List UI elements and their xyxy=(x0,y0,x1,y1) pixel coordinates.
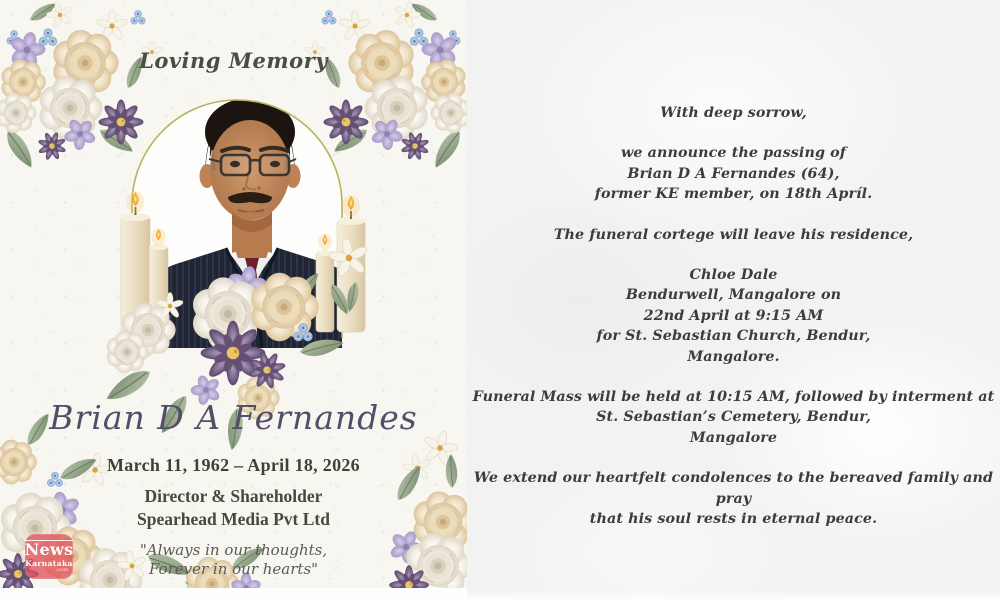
announcement-line: Mangalore. xyxy=(687,348,780,365)
announcement-paragraph xyxy=(467,225,1000,245)
announcement-paragraph xyxy=(467,143,1000,204)
announcement-line: 22nd April at 9:15 AM xyxy=(643,307,824,324)
announcement-line: Chloe Dale xyxy=(689,267,778,284)
announcement-paragraph xyxy=(467,265,1000,367)
flower-cluster-top-left xyxy=(0,0,163,171)
announcement-line: We extend our heartfelt condolences to the bereaved family and pray xyxy=(473,470,994,507)
announcement-line: that his soul rests in eternal peace. xyxy=(589,511,878,528)
flower-cluster-top-right xyxy=(304,0,467,171)
card-title: Loving Memory xyxy=(139,48,328,73)
life-dates: March 11, 1962 – April 18, 2026 xyxy=(107,455,360,475)
announcement-paragraph xyxy=(467,387,1000,448)
role-title: Director & Shareholder xyxy=(144,486,323,506)
announcement-line: for St. Sebastian Church, Bendur, xyxy=(596,328,871,345)
announcement-line: we announce the passing of xyxy=(620,145,847,162)
watermark-com-label: .com xyxy=(55,567,68,573)
announcement-paragraph xyxy=(467,103,1000,123)
news-karnataka-watermark xyxy=(25,534,73,579)
announcement-line: Mangalore xyxy=(689,429,778,446)
memorial-quote-line2: Forever in our hearts" xyxy=(148,560,319,578)
announcement-line: Funeral Mass will be held at 10:15 AM, followed by interment at xyxy=(472,389,995,406)
watermark-news-label: News xyxy=(24,540,74,559)
watermark-karnataka-label: Karnataka xyxy=(25,558,73,568)
company-name: Spearhead Media Pvt Ltd xyxy=(137,509,330,529)
announcement-line: former KE member, on 18th Apríl. xyxy=(594,186,873,203)
announcement-line: Bendurwell, Mangalore on xyxy=(625,287,842,304)
announcement-line: With deep sorrow, xyxy=(660,105,807,121)
announcement-text xyxy=(467,103,1000,550)
deceased-name: Brian D A Fernandes xyxy=(49,398,418,437)
memorial-quote-line1: "Always in our thoughts, xyxy=(139,541,328,559)
announcement-line: St. Sebastian’s Cemetery, Bendur, xyxy=(596,409,871,426)
announcement-line: The funeral cortege will leave his residence, xyxy=(553,226,914,243)
bottom-fade xyxy=(0,590,1000,600)
announcement-paragraph xyxy=(467,468,1000,529)
memorial-card xyxy=(0,0,467,588)
announcement-line: Brian D A Fernandes (64), xyxy=(627,165,840,182)
